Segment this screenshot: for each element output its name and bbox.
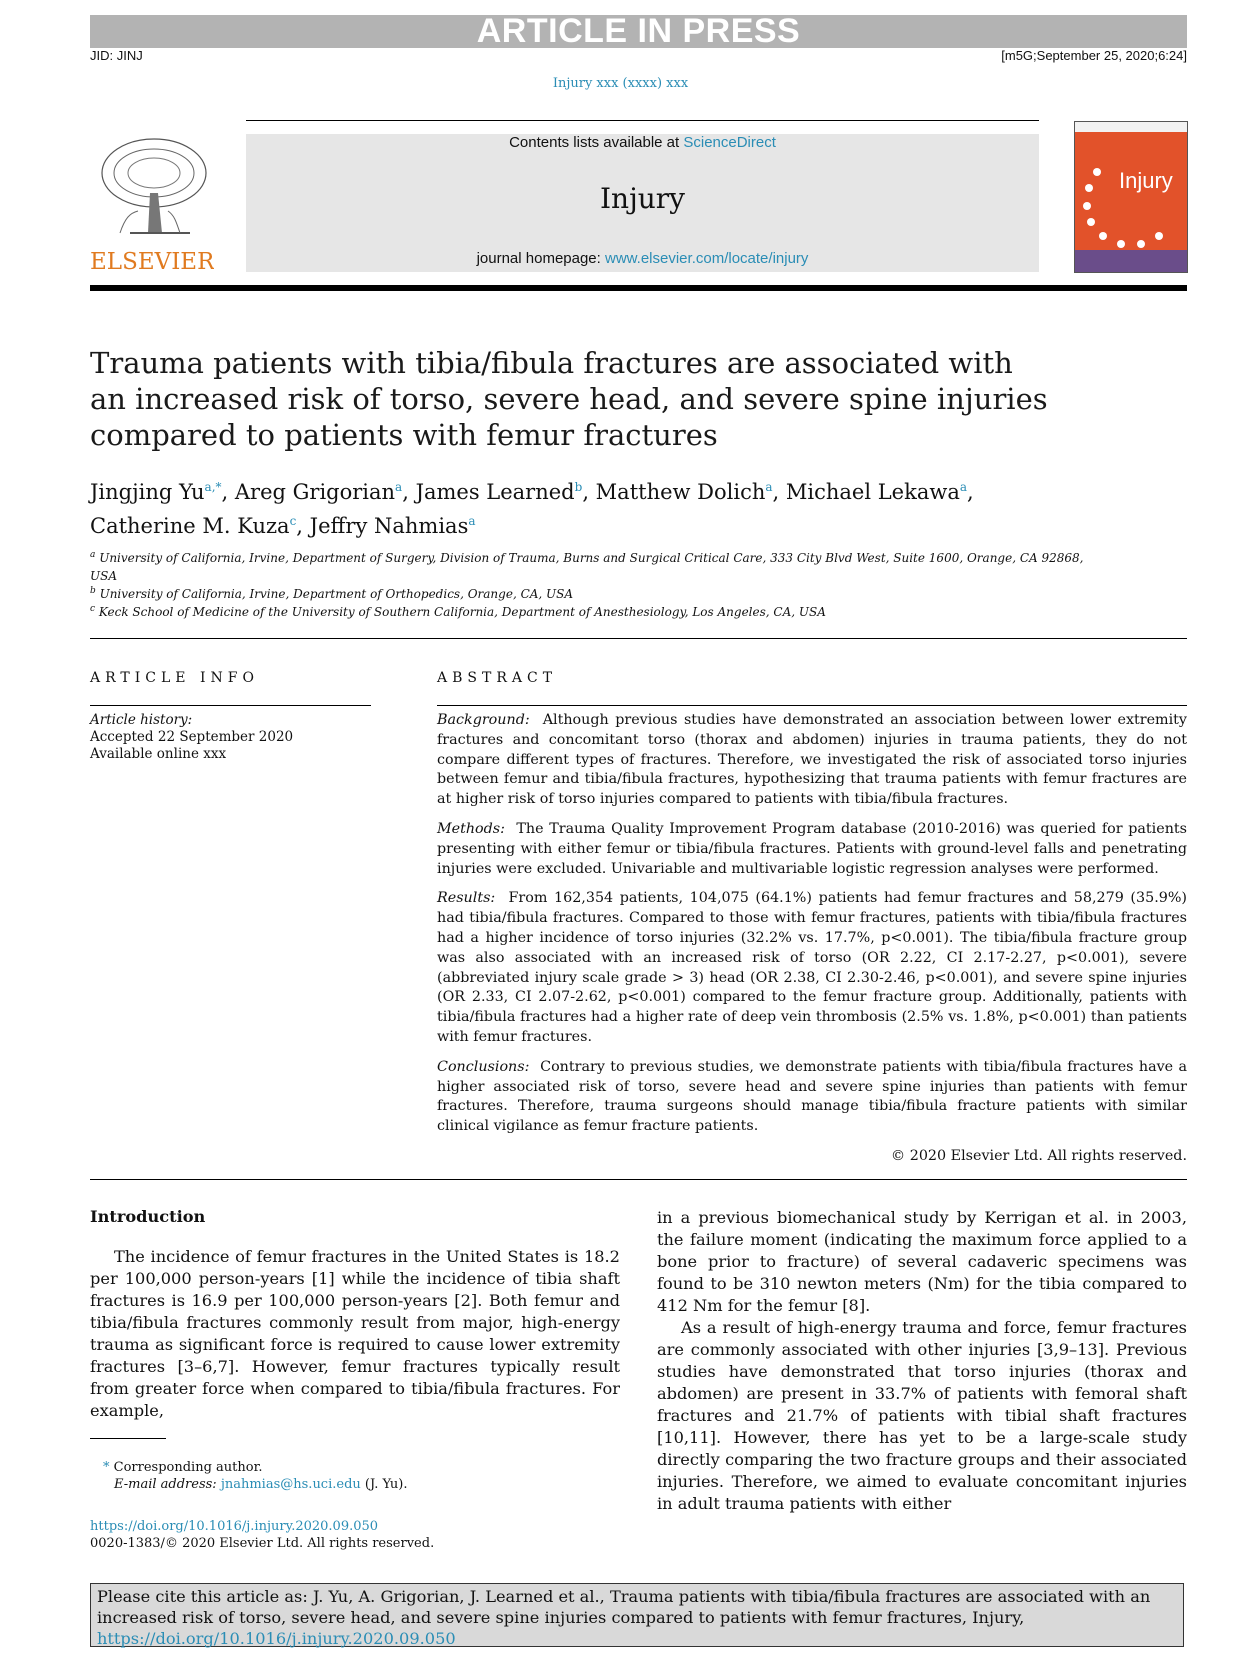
author[interactable]: James Learned$^b$ [415,480,583,504]
affiliation-c: $^c$ Keck School of Medicine of the University of Southern California, Department of Anesthesiology, Los Angeles, CA, USA [90,604,826,619]
citation-doi-link[interactable]: https://doi.org/10.1016/j.injury.2020.09.050 [97,1629,456,1648]
affiliation-b: $^b$ University of California, Irvine, Department of Orthopedics, Orange, CA, USA [90,586,574,601]
history-label: Article history: [90,712,193,728]
abstract-conclusions: Conclusions: Contrary to previous studies, we demonstrate patients with tibia/fibula fractures have a higher associated risk of torso, severe head and severe spine injuries than patients with femur fractures. Therefore, trauma surgeons should manage tibia/fibula fracture patients with similar clinical vigilance as femur fracture patients. [437,1058,1188,1135]
section-rule [90,638,1187,639]
elsevier-tree-logo-icon [90,133,214,275]
author[interactable]: Matthew Dolich$^a$ [595,480,773,504]
elsevier-logo [90,133,214,275]
email-label: E-mail address: [114,1477,217,1492]
article-title: Trauma patients with tibia/fibula fractures are associated with an increased risk of torso, severe head, and severe spine injuries compared to patients with femur fractures [90,346,1048,452]
doi-link[interactable]: https://doi.org/10.1016/j.injury.2020.09.050 [90,1519,379,1534]
footnote [103,1459,603,1493]
abstract-body [437,711,1187,1177]
body-left-column [90,1207,620,1422]
author[interactable]: Michael Lekawa$^a$ [785,480,968,504]
homepage-link[interactable]: www.elsevier.com/locate/injury [605,250,809,267]
email-suffix: (J. Yu). [364,1477,408,1492]
masthead-bottom-rule [90,285,1187,291]
abstract-methods: Methods: The Trauma Quality Improvement Program database (2010-2016) was queried for patients presenting with either femur or tibia/fibula fractures. Patients with ground-level falls and penetrating injuries were excluded. Univariable and multivariable logistic regression analyses were performed. [437,820,1188,877]
body-rule [90,1179,1187,1180]
author[interactable]: Catherine M. Kuza$^c$ [90,514,297,538]
timestamp-label: [m5G;September 25, 2020;6:24] [1001,48,1187,63]
affiliation-a: $^a$ University of California, Irvine, Department of Surgery, Division of Trauma, Burns and Surgical Critical Care, 333 City Blvd West, Suite 1600, Orange, CA 92868, USA [90,550,1084,583]
author-list: Jingjing $Yu^{a,*}$, Areg Grigorian$^a$, James Learned$^b$, Matthew Dolich$^a$, Michael Lekawa$^a$, Catherine M. Kuza$^c$, Jeffry Nahmias$^a$ [90,480,974,538]
footnote-star: * [103,1460,110,1475]
abstract-results: Results: From 162,354 patients, 104,075 (64.1%) patients had femur fractures and 58,279 (35.9%) had tibia/fibula fractures. Compared to those with femur fractures, patients with tibia/fibula fractures had a higher incidence of torso injuries (32.2% vs. 17.7%, p<0.001). The tibia/fibula fracture group was also associated with an increased risk of torso (OR 2.22, CI 2.17-2.27, p<0.001), severe (abbreviated injury scale grade > 3) head (OR 2.38, CI 2.30-2.46, p<0.001), and severe spine injuries (OR 2.33, CI 2.07-2.62, p<0.001) compared to the femur fracture group. Additionally, patients with tibia/fibula fractures had a higher rate of deep vein thrombosis (2.5% vs. 1.8%, p<0.001) than patients with femur fractures. [437,890,1187,1045]
article-in-press-banner: ARTICLE IN PRESS [90,15,1187,48]
copyright: © 2020 Elsevier Ltd. All rights reserved. [890,1147,1187,1164]
abstract-background: Background: Although previous studies have demonstrated an association between lower extremity fractures and concomitant torso (thorax and abdomen) injuries in trauma patients, they do not compare different types of fractures. Therefore, we investigated the risk of associated torso injuries between femur and tibia/fibula fractures, hypothesizing that trauma patients with femur fractures are at higher risk of torso injuries compared to patients with tibia/fibula fractures. [437,712,1187,808]
publisher-wordmark: ELSEVIER [90,249,214,275]
citation-box [90,1583,1184,1647]
journal-cover-image [1074,121,1188,273]
author[interactable]: Jeffry Nahmias$^a$ [309,514,476,538]
footnote-rule [90,1438,166,1439]
article-info-rule [90,705,371,706]
article-history [90,712,370,763]
doi-block [90,1518,690,1552]
author[interactable]: Areg Grigorian$^a$ [234,480,403,504]
journal-reference-link[interactable]: Injury xxx (xxxx) xxx [552,76,689,91]
contents-line [246,134,1039,151]
article-info-heading: ARTICLE INFO [90,670,259,686]
corresponding-author: Corresponding author. [113,1460,263,1475]
intro-paragraph-3: As a result of high-energy trauma and force, femur fractures are commonly associated with other injuries [3,9–13]. Previous studies have demonstrated that torso injuries (thorax and abdomen) are present in 33.7% of patients with femoral shaft fractures and 21.7% of patients with tibial shaft fractures [10,11]. However, there has yet to be a large-scale study directly comparing the two fracture groups and their associated injuries. Therefore, we aimed to evaluate concomitant injuries in adult trauma patients with either [657,1318,1187,1513]
abstract-rule [437,705,1187,706]
cover-title: Injury [1119,168,1173,193]
masthead-top-rule [246,120,1039,121]
journal-masthead [246,134,1039,272]
citation-text: Please cite this article as: J. Yu, A. Grigorian, J. Learned et al., Trauma patients with tibia/fibula fractures are associated with an increased risk of torso, severe head, and severe spine injuries compared to patients with femur fractures, Injury, [97,1587,1151,1627]
intro-paragraph-2: in a previous biomechanical study by Kerrigan et al. in 2003, the failure moment (indicating the maximum force applied to a bone prior to fracture) of several cadaveric specimens was found to be 310 newton meters (Nm) for the tibia compared to 412 Nm for the femur [8]. [657,1208,1187,1315]
sciencedirect-link[interactable]: ScienceDirect [683,134,776,151]
email-link[interactable]: jnahmias@hs.uci.edu [220,1477,361,1492]
homepage-prefix: journal homepage: [476,250,605,267]
contents-prefix: Contents lists available at [509,134,684,151]
jid-label: JID: JINJ [90,48,143,63]
journal-name: Injury [599,182,685,215]
abstract-heading: ABSTRACT [437,670,558,686]
issn-line: 0020-1383/© 2020 Elsevier Ltd. All rights reserved. [90,1536,435,1551]
author[interactable]: Jingjing $Yu^{a,*}$ [90,480,222,504]
online-date: Available online xxx [90,746,227,762]
homepage-line [246,250,1039,267]
intro-paragraph-1: The incidence of femur fractures in the United States is 18.2 per 100,000 person-years [1] while the incidence of tibia shaft fractures is 16.9 per 100,000 person-years [2]. Both femur and tibia/fibula fractures commonly result from major, high-energy trauma as significant force is required to cause lower extremity fractures [3–6,7]. However, femur fractures typically result from greater force when compared to tibia/fibula fractures. For example, [90,1247,620,1420]
body-right-column [657,1207,1187,1515]
accepted-date: Accepted 22 September 2020 [90,729,294,745]
introduction-heading: Introduction [90,1207,206,1226]
